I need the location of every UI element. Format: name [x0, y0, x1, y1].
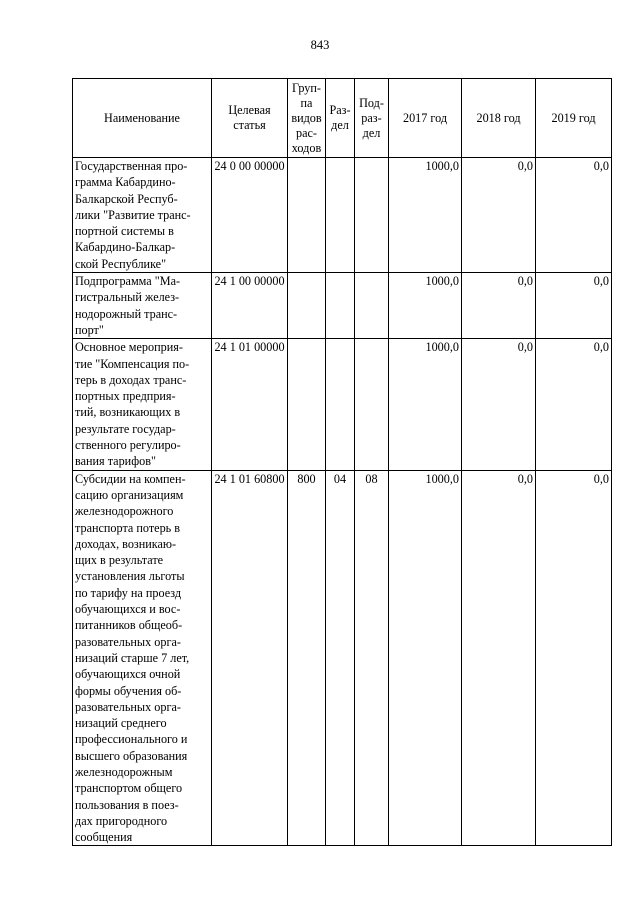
- name-line: порт": [75, 322, 104, 337]
- header-target-line: статья: [233, 118, 266, 132]
- header-group-line: рас-: [296, 125, 317, 140]
- row-subsection: [355, 273, 389, 339]
- header-section-line: дел: [331, 118, 349, 132]
- row-target-article: 24 1 01 60800: [212, 470, 288, 846]
- table-row: [73, 470, 612, 846]
- row-expense-group: 800: [288, 470, 326, 846]
- name-line: высшего образования: [75, 748, 188, 763]
- name-line: ственного регулиро-: [75, 438, 181, 453]
- row-section: 04: [326, 470, 355, 846]
- row-target-article: 24 1 01 00000: [212, 339, 288, 470]
- header-group-line: Груп-: [292, 80, 321, 95]
- header-subsection-line: Под-: [359, 95, 384, 110]
- name-line: тий, возникающих в: [75, 405, 181, 420]
- name-line: Подпрограмма "Ма-: [75, 274, 181, 289]
- row-expense-group: [288, 273, 326, 339]
- name-line: портных предприя-: [75, 389, 176, 404]
- row-2017: 1000,0: [389, 470, 462, 846]
- name-line: гистральный желез-: [75, 290, 180, 305]
- row-subsection: [355, 158, 389, 273]
- name-line: профессионального и: [75, 732, 188, 747]
- name-line: нодорожный транс-: [75, 306, 178, 321]
- page-number: 843: [310, 38, 330, 52]
- name-line: обучающихся и вос-: [75, 602, 181, 617]
- header-subsection-line: раз-: [361, 110, 382, 125]
- row-2019: 0,0: [536, 273, 612, 339]
- name-line: разовательных орга-: [75, 634, 181, 649]
- header-section: [326, 79, 355, 158]
- header-2017: 2017 год: [389, 79, 462, 158]
- row-name: [73, 339, 212, 470]
- name-line: по тарифу на проезд: [75, 585, 182, 600]
- name-line: низаций старше 7 лет,: [75, 650, 190, 665]
- name-line: дах пригородного: [75, 813, 168, 828]
- row-subsection: 08: [355, 470, 389, 846]
- header-expense-group: [288, 79, 326, 158]
- name-line: терь в доходах транс-: [75, 372, 187, 387]
- row-2018: 0,0: [462, 470, 536, 846]
- name-line: Балкарской Респуб-: [75, 191, 178, 206]
- name-line: Субсидии на компен-: [75, 471, 186, 486]
- row-subsection: [355, 339, 389, 470]
- name-line: низаций среднего: [75, 716, 167, 731]
- row-name: [73, 158, 212, 273]
- table-row: [73, 158, 612, 273]
- name-line: тие "Компенсация по-: [75, 356, 190, 371]
- name-line: грамма Кабардино-: [75, 175, 176, 190]
- name-line: лики "Развитие транс-: [75, 207, 191, 222]
- header-section-line: Раз-: [329, 103, 351, 117]
- budget-table: [72, 78, 612, 846]
- name-line: формы обучения об-: [75, 683, 182, 698]
- header-2018: 2018 год: [462, 79, 536, 158]
- row-expense-group: [288, 339, 326, 470]
- name-line: Основное мероприя-: [75, 340, 183, 355]
- row-2019: 0,0: [536, 339, 612, 470]
- row-2018: 0,0: [462, 339, 536, 470]
- row-target-article: 24 1 00 00000: [212, 273, 288, 339]
- table-row: [73, 273, 612, 339]
- header-subsection-line: дел: [362, 125, 381, 140]
- header-subsection: [355, 79, 389, 158]
- row-name: [73, 470, 212, 846]
- table-row: [73, 339, 612, 470]
- header-group-line: па: [300, 95, 313, 110]
- header-group-line: ходов: [291, 140, 322, 155]
- row-2017: 1000,0: [389, 158, 462, 273]
- row-section: [326, 158, 355, 273]
- name-line: результате государ-: [75, 421, 176, 436]
- row-section: [326, 273, 355, 339]
- header-target-line: Целевая: [228, 103, 271, 117]
- name-line: пользования в поез-: [75, 797, 179, 812]
- name-line: питанников общеоб-: [75, 618, 183, 633]
- name-line: обучающихся очной: [75, 667, 181, 682]
- header-target-article: [212, 79, 288, 158]
- header-name: Наименование: [73, 79, 212, 158]
- name-line: сообщения: [75, 830, 133, 845]
- row-2018: 0,0: [462, 158, 536, 273]
- name-line: разовательных орга-: [75, 699, 181, 714]
- header-row: [73, 79, 612, 158]
- name-line: ской Республике": [75, 256, 167, 271]
- row-section: [326, 339, 355, 470]
- name-line: транспорта потерь в: [75, 520, 181, 535]
- row-2018: 0,0: [462, 273, 536, 339]
- name-line: железнодорожным: [75, 764, 173, 779]
- name-line: Государственная про-: [75, 159, 188, 173]
- row-2019: 0,0: [536, 158, 612, 273]
- name-line: вания тарифов": [75, 454, 156, 469]
- row-2017: 1000,0: [389, 339, 462, 470]
- name-line: железнодорожного: [75, 504, 174, 519]
- name-line: сацию организациям: [75, 487, 184, 502]
- header-2019: 2019 год: [536, 79, 612, 158]
- name-line: установления льготы: [75, 569, 185, 584]
- row-name: [73, 273, 212, 339]
- name-line: Кабардино-Балкар-: [75, 240, 176, 255]
- name-line: доходах, возникаю-: [75, 536, 177, 551]
- row-target-article: 24 0 00 00000: [212, 158, 288, 273]
- row-2019: 0,0: [536, 470, 612, 846]
- row-expense-group: [288, 158, 326, 273]
- header-group-line: видов: [291, 110, 322, 125]
- row-2017: 1000,0: [389, 273, 462, 339]
- name-line: транспортом общего: [75, 781, 183, 796]
- name-line: щих в результате: [75, 553, 164, 568]
- name-line: портной системы в: [75, 224, 174, 239]
